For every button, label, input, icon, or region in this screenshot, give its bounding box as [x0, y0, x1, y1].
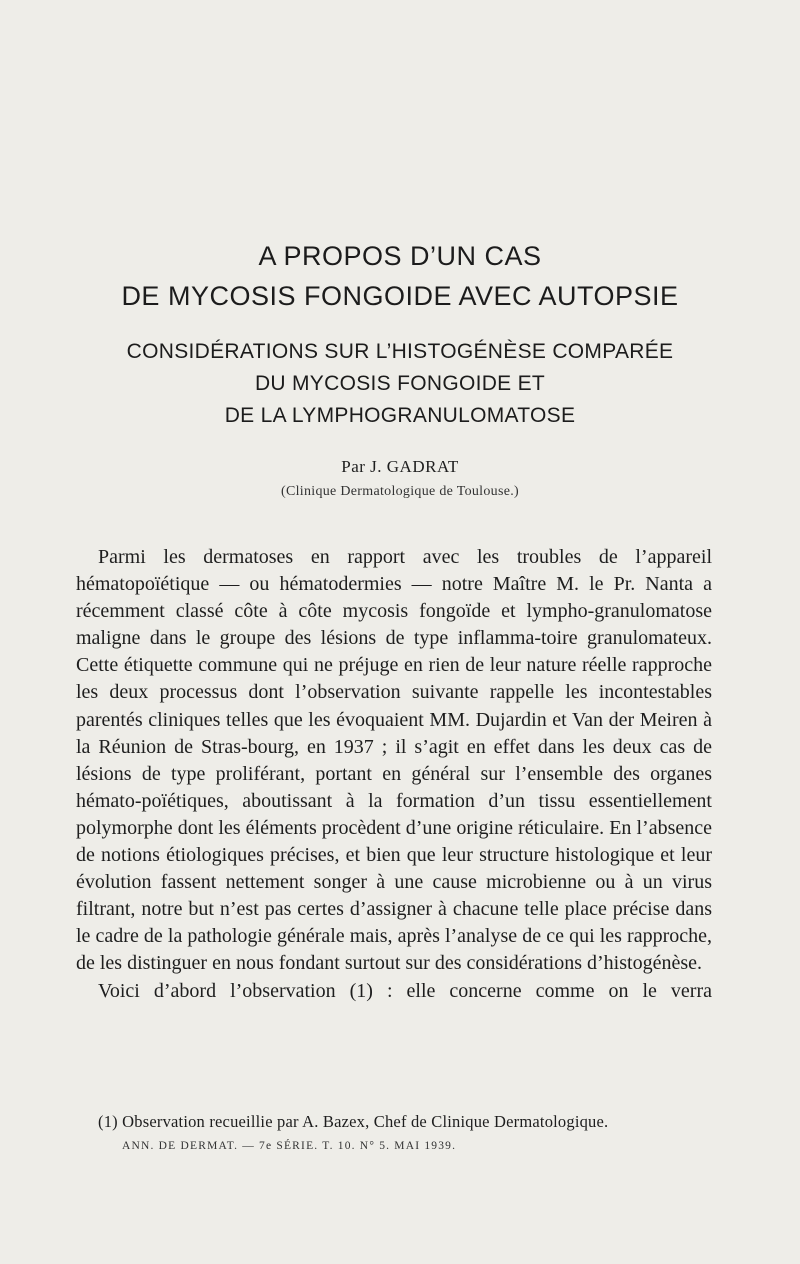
journal-reference: ANN. DE DERMAT. — 7e SÉRIE. T. 10. N° 5. MAI 1939.: [122, 1140, 457, 1152]
subtitle-line-3: DE LA LYMPHOGRANULOMATOSE: [224, 404, 576, 427]
title-line-2: DE MYCOSIS FONGOIDE AVEC AUTOPSIE: [121, 281, 679, 311]
article-title: [0, 236, 800, 316]
author-line: Par J. GADRAT: [341, 457, 459, 476]
affiliation-line: (Clinique Dermatologique de Toulouse.): [280, 484, 519, 499]
footnote: (1) Observation recueillie par A. Bazex, Chef de Clinique Dermatologique.: [98, 1112, 609, 1131]
subtitle-line-2: DU MYCOSIS FONGOIDE ET: [254, 372, 546, 395]
body-paragraph-1: Parmi les dermatoses en rapport avec les troubles de l’appareil hématopoïétique — ou hématodermies — notre Maître M. le Pr. Nanta a récemment classé côte à côte mycosis fongoïde et lympho-granulomatose maligne dans le groupe des lésions de type inflamma-toire granulomateux. Cette étiquette commune qui ne préjuge en rien de leur nature réelle rapproche les deux processus dont l’observation suivante rappelle les incontestables parentés cliniques telles que les évoquaient MM. Dujardin et Van der Meiren à la Réunion de Stras-bourg, en 1937 ; il s’agit en effet dans les deux cas de lésions de type proliférant, portant en général sur l’ensemble des organes hémato-poïétiques, aboutissant à la formation d’un tissu essentiellement polymorphe dont les éléments procèdent d’une origine réticulaire. En l’absence de notions étiologiques précises, et bien que leur structure histologique et leur évolution fassent nettement songer à une cause microbienne ou à un virus filtrant, notre but n’est pas certes d’assigner à chacune telle place précise dans le cadre de la pathologie générale mais, après l’analyse de ce qui les rapproche, de les distinguer en nous fondant surtout sur des considérations d’histogénèse.: [76, 546, 712, 975]
subtitle-line-1: CONSIDÉRATIONS SUR L’HISTOGÉNÈSE COMPARÉE: [126, 340, 674, 363]
article-subtitle: [0, 336, 800, 432]
title-line-1: A PROPOS D’UN CAS: [258, 241, 542, 271]
body-paragraph-2: Voici d’abord l’observation (1) : elle concerne comme on le verra: [98, 979, 712, 1002]
body-text: [76, 544, 712, 1005]
